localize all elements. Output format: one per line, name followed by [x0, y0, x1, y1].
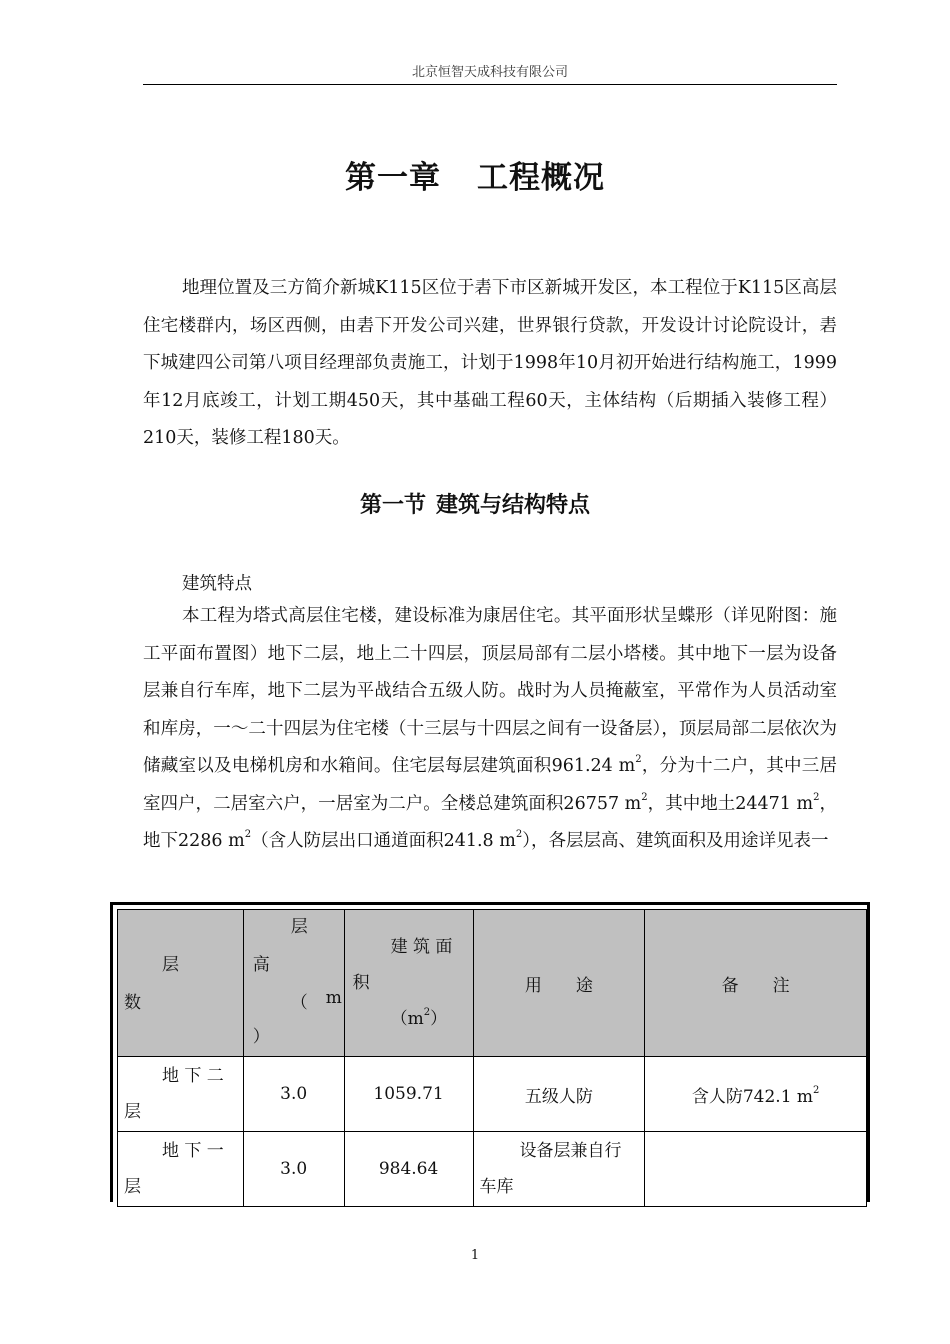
header-floor: 层 数 — [118, 910, 244, 1057]
intro-paragraph: 地理位置及三方简介新城K115区位于砉下市区新城开发区，本工程位于K115区高层住宅楼群内，场区西侧，由砉下开发公司兴建，世界银行贷款，开发设计讨论院设计，砉下城建四公司第八项目经理部负责施工，计划于1998年10月初开始进行结构施工，1999年12月底竣工，计划工期450天，其中基础工程60天，主体结构（后期插入装修工程）210天，装修工程180天。 — [143, 278, 837, 448]
cell-floor: 地 下 二 层 — [118, 1057, 244, 1132]
page-number: 1 — [470, 1248, 480, 1263]
page-header — [143, 62, 837, 85]
cell-remark — [645, 1132, 867, 1207]
header-height: 层 高 （ m ） — [243, 910, 344, 1057]
chapter-name: 工程概况 — [477, 160, 605, 196]
floor-table — [117, 909, 867, 1207]
section-name: 建筑与结构特点 — [436, 493, 591, 518]
cell-height: 3.0 — [243, 1057, 344, 1132]
cell-area: 984.64 — [344, 1132, 473, 1207]
body-paragraph: 本工程为塔式高层住宅楼，建设标准为康居住宅。其平面形状呈蝶形（详见附图：施工平面布置图）地下二层，地上二十四层，顶层局部有二层小塔楼。其中地下一层为设备层兼自行车库，地下二层为平战结合五级人防。战时为人员掩蔽室，平常作为人员活动室和库房，一～二十四层为住宅楼（十三层与十四层之间有一设备层），顶层局部二层依次为储藏室以及电梯机房和水箱间。住宅层每层建筑面积961.24 $m^2$，分为十二户，其中三居室四户，二居室六户，一居室为二户。全楼总建筑面积26757 $m^2$，其中地土24471 $m^2$，地下2286 $m^2$（含人防层出口通道面积241.8 $m^2$），各层层高、建筑面积及用途详见表一 — [143, 606, 838, 851]
cell-use: 五级人防 — [473, 1057, 645, 1132]
cell-remark: 含人防742.1 $m^2$ — [645, 1057, 867, 1132]
header-company: 北京恒智天成科技有限公司 — [411, 65, 568, 80]
cell-height: 3.0 — [243, 1132, 344, 1207]
subheading: 建筑特点 — [182, 574, 252, 594]
section-number: 第一节 — [359, 493, 426, 518]
cell-use: 设备层兼自行 车库 — [473, 1132, 645, 1207]
header-area: 建 筑 面 积 $(m^2)$ — [344, 910, 473, 1057]
section-title — [0, 488, 950, 519]
chapter-title — [0, 152, 950, 197]
header-remark: 备 注 — [645, 910, 867, 1057]
floor-table-frame — [110, 902, 870, 1202]
cell-floor: 地 下 一 层 — [118, 1132, 244, 1207]
table-row — [118, 1057, 867, 1132]
header-use: 用 途 — [473, 910, 645, 1057]
table-row — [118, 1132, 867, 1207]
cell-area: 1059.71 — [344, 1057, 473, 1132]
table-header-row — [118, 910, 867, 1057]
chapter-number: 第一章 — [345, 160, 441, 196]
